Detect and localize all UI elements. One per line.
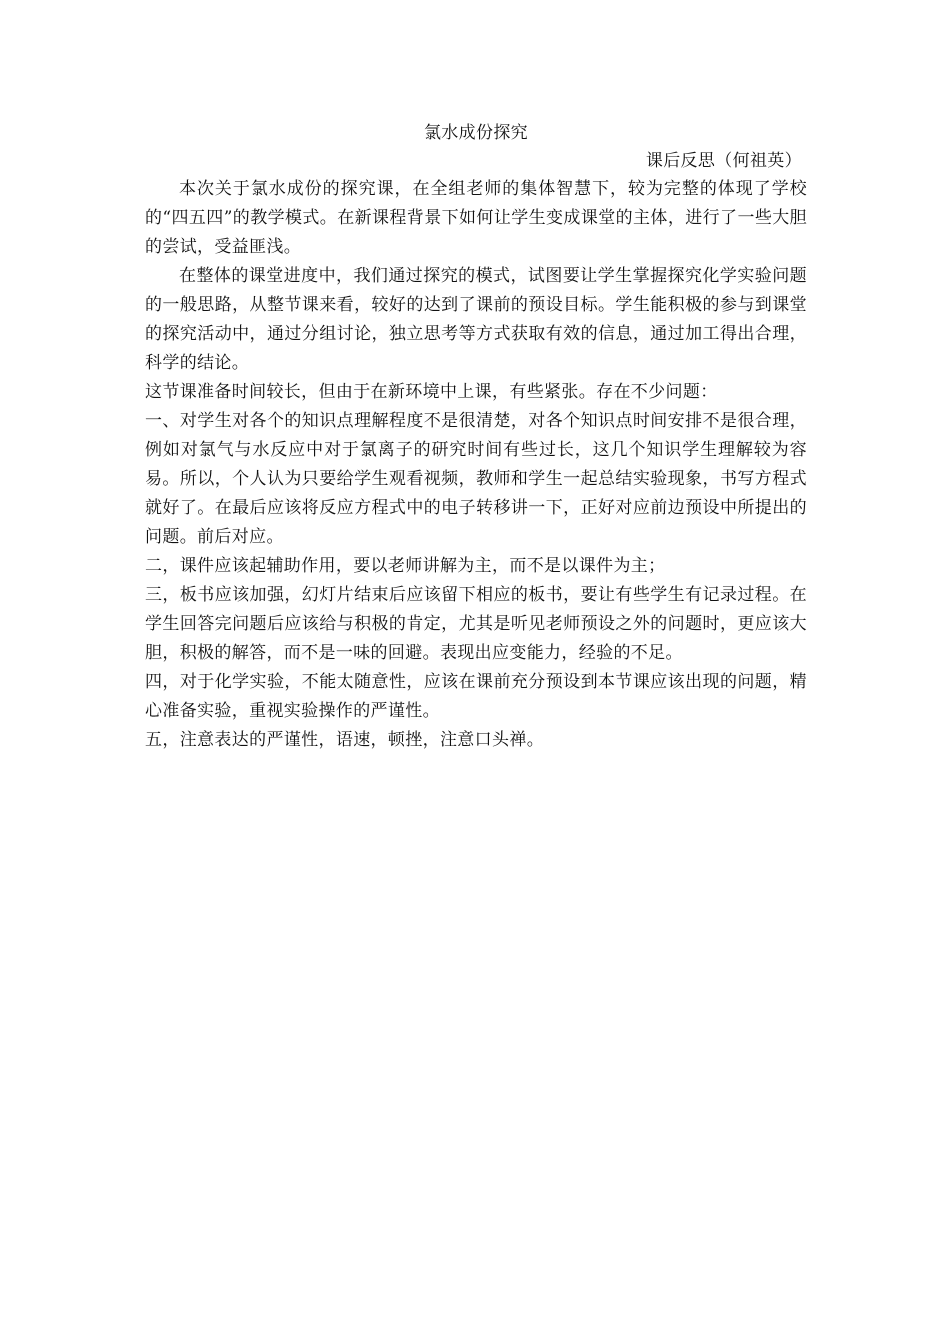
- paragraph-item-1: 一、对学生对各个的知识点理解程度不是很清楚，对各个知识点时间安排不是很合理，例如对氯气与水反应中对于氯离子的研究时间有些过长，这几个知识学生理解较为容易。所以，个人认为只要给学生观看视频，教师和学生一起总结实验现象，书写方程式就好了。在最后应该将反应方程式中的电子转移讲一下，正好对应前边预设中所提出的问题。前后对应。: [145, 411, 807, 547]
- paragraph-item-3: 三，板书应该加强，幻灯片结束后应该留下相应的板书，要让有些学生有记录过程。在学生回答完问题后应该给与积极的肯定，尤其是听见老师预设之外的问题时，更应该大胆，积极的解答，而不是一味的回避。表现出应变能力，经验的不足。: [145, 585, 807, 663]
- author-line: 课后反思（何祖英）: [645, 151, 802, 171]
- paragraph-item-4: 四，对于化学实验，不能太随意性，应该在课前充分预设到本节课应该出现的问题，精心准备实验，重视实验操作的严谨性。: [145, 672, 807, 721]
- paragraph-intro: 本次关于氯水成份的探究课，在全组老师的集体智慧下，较为完整的体现了学校的“四五四”的教学模式。在新课程背景下如何让学生变成课堂的主体，进行了一些大胆的尝试，受益匪浅。: [145, 179, 807, 257]
- paragraph-item-2: 二，课件应该起辅助作用，要以老师讲解为主，而不是以课件为主；: [145, 556, 666, 576]
- document-body: [145, 119, 807, 755]
- paragraph-problems-intro: 这节课准备时间较长，但由于在新环境中上课，有些紧张。存在不少问题：: [145, 382, 718, 402]
- document-title: 氯水成份探究: [423, 123, 529, 143]
- paragraph-item-5: 五，注意表达的严谨性，语速，顿挫，注意口头禅。: [145, 730, 545, 750]
- paragraph-progress: 在整体的课堂进度中，我们通过探究的模式，试图要让学生掌握探究化学实验问题的一般思路，从整节课来看，较好的达到了课前的预设目标。学生能积极的参与到课堂的探究活动中，通过分组讨论，独立思考等方式获取有效的信息，通过加工得出合理，科学的结论。: [145, 266, 807, 373]
